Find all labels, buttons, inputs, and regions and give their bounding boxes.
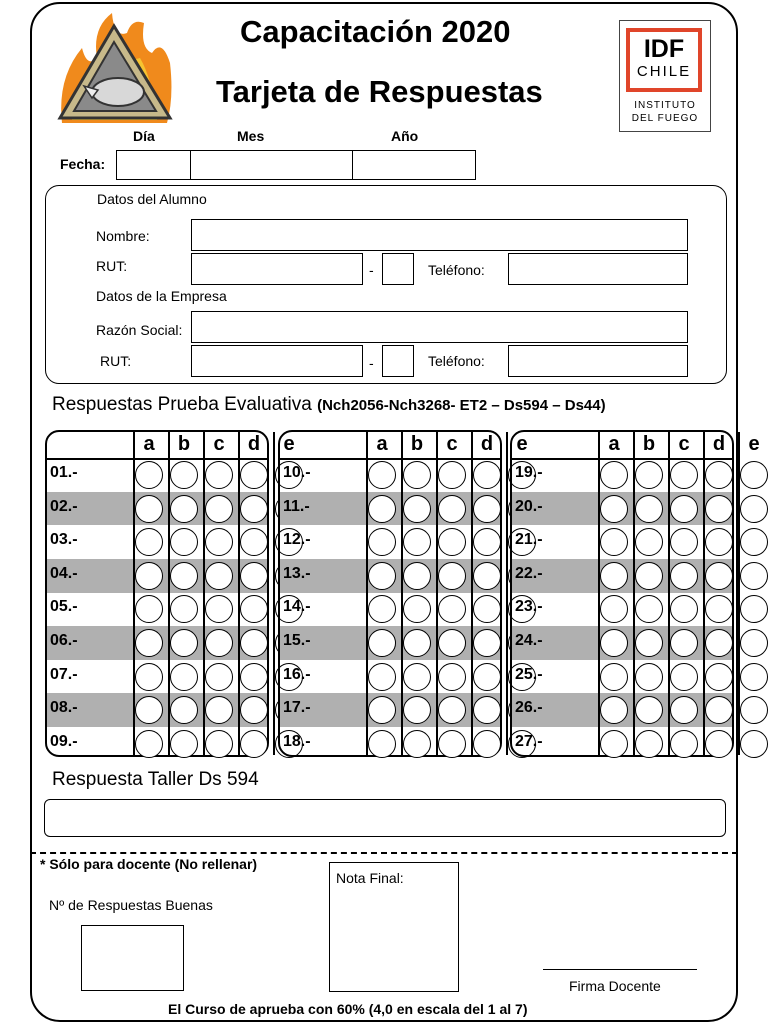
fire-brigade-logo [52,8,177,128]
answer-bubble-a[interactable] [600,495,628,523]
answer-bubble-e[interactable] [740,495,768,523]
datos-alumno-heading: Datos del Alumno [97,191,207,207]
answer-bubble-a[interactable] [135,663,163,691]
column-divider [273,432,275,755]
answer-bubble-a[interactable] [368,562,396,590]
answer-bubble-a[interactable] [600,696,628,724]
answer-bubble-e[interactable] [740,663,768,691]
answer-bubble-c[interactable] [438,696,466,724]
option-header: e [283,433,295,455]
answer-grid-2 [278,430,528,757]
anio-field[interactable] [352,150,476,180]
question-number: 13.- [283,564,311,582]
answer-bubble-a[interactable] [135,730,163,758]
answer-bubble-c[interactable] [438,562,466,590]
answer-bubble-d[interactable] [240,495,268,523]
column-divider [366,432,368,755]
answer-row [512,660,732,694]
answer-bubble-b[interactable] [635,495,663,523]
column-divider [598,432,600,755]
option-header: d [480,433,494,455]
answer-row [512,727,732,761]
answer-bubble-a[interactable] [600,663,628,691]
answer-bubble-d[interactable] [473,730,501,758]
answer-row [47,626,267,660]
answer-bubble-e[interactable] [740,595,768,623]
answer-bubble-b[interactable] [170,696,198,724]
question-number: 06.- [50,632,78,649]
answer-bubble-a[interactable] [135,562,163,590]
idf-logo-text: IDF [643,35,685,63]
answer-bubble-e[interactable] [740,461,768,489]
question-number: 05.- [50,598,78,616]
answer-bubble-c[interactable] [205,495,233,523]
answer-bubble-b[interactable] [403,562,431,590]
answer-bubble-d[interactable] [705,696,733,724]
answer-bubble-e[interactable] [740,562,768,590]
option-header: c [678,433,690,455]
answer-bubble-c[interactable] [205,629,233,657]
answer-bubble-a[interactable] [368,629,396,657]
option-header: c [213,433,225,455]
answer-bubble-c[interactable] [205,461,233,489]
question-number: 12.- [283,531,311,549]
answer-row [47,458,267,492]
answer-bubble-c[interactable] [670,562,698,590]
column-divider [401,432,403,755]
answer-bubble-c[interactable] [670,528,698,556]
answer-bubble-a[interactable] [600,595,628,623]
answer-grid-header [280,432,528,458]
answer-row [280,492,500,526]
nota-final-label: Nota Final: [336,870,404,886]
option-header: d [712,433,726,455]
answer-bubble-c[interactable] [438,730,466,758]
answer-bubble-b[interactable] [403,495,431,523]
answer-bubble-b[interactable] [635,629,663,657]
answer-bubble-c[interactable] [670,663,698,691]
answer-row [280,592,500,626]
answer-row [280,525,500,559]
answer-bubble-c[interactable] [205,730,233,758]
alumno-rut-dv-field[interactable] [382,253,414,285]
razon-social-field[interactable] [191,311,688,343]
question-number: 03.- [50,531,78,549]
mes-label: Mes [237,128,265,144]
option-header: b [177,433,191,455]
question-number: 16.- [283,665,311,683]
question-number: 07.- [50,665,78,683]
answer-bubble-c[interactable] [438,595,466,623]
answer-bubble-b[interactable] [403,528,431,556]
answer-row [280,559,500,593]
idf-logo-line4: DEL FUEGO [631,113,699,124]
option-header: a [143,433,155,455]
question-number: 02.- [50,497,78,515]
answer-bubble-a[interactable] [135,629,163,657]
answer-bubble-d[interactable] [473,495,501,523]
answer-grid-1 [45,430,295,757]
page-subtitle: Tarjeta de Respuestas [216,74,543,109]
alumno-telefono-field[interactable] [508,253,688,285]
question-number: 21.- [515,531,543,549]
answer-row [47,559,267,593]
answer-bubble-b[interactable] [635,595,663,623]
question-number: 01.- [50,464,78,481]
option-header: b [642,433,656,455]
answer-row [47,660,267,694]
answer-bubble-c[interactable] [205,595,233,623]
answer-bubble-b[interactable] [403,663,431,691]
answer-bubble-a[interactable] [368,696,396,724]
question-number: 27.- [515,732,543,750]
answer-row [47,727,267,761]
answer-bubble-a[interactable] [368,461,396,489]
answer-row [280,660,500,694]
column-divider [133,432,135,755]
answer-bubble-b[interactable] [403,629,431,657]
answer-bubble-c[interactable] [205,562,233,590]
answer-bubble-a[interactable] [368,663,396,691]
answer-bubble-a[interactable] [600,461,628,489]
answer-bubble-d[interactable] [240,629,268,657]
header-divider [512,458,732,460]
answer-row [512,626,732,660]
answer-bubble-d[interactable] [473,528,501,556]
anio-label: Año [391,128,419,144]
column-divider [703,432,705,755]
column-divider [738,432,740,755]
question-number: 20.- [515,497,543,515]
razon-social-label: Razón Social: [96,322,183,338]
column-divider [238,432,240,755]
answer-bubble-d[interactable] [705,730,733,758]
answer-bubble-c[interactable] [438,461,466,489]
answer-row [512,592,732,626]
answer-bubble-c[interactable] [670,595,698,623]
question-number: 14.- [283,598,311,616]
answer-grid-header [47,432,295,458]
empresa-telefono-label: Teléfono: [428,353,485,369]
answer-bubble-c[interactable] [670,495,698,523]
empresa-rut-label: RUT: [100,353,132,369]
answer-bubble-d[interactable] [240,528,268,556]
answer-row [512,693,732,727]
option-header: e [516,433,528,455]
footer-note: El Curso de aprueba con 60% (4,0 en escala del 1 al 7) [168,1001,528,1017]
question-number: 18.- [283,732,311,750]
question-number: 26.- [515,699,543,717]
answer-bubble-c[interactable] [438,663,466,691]
answer-bubble-d[interactable] [473,629,501,657]
option-header: c [446,433,458,455]
option-header: d [247,433,261,455]
datos-empresa-heading: Datos de la Empresa [96,288,227,304]
answer-bubble-a[interactable] [600,730,628,758]
answer-bubble-d[interactable] [240,595,268,623]
answer-bubble-c[interactable] [438,528,466,556]
empresa-rut-dash: - [369,355,374,371]
question-number: 09.- [50,732,78,750]
answer-bubble-a[interactable] [135,528,163,556]
idf-logo-line3: INSTITUTO [634,100,696,111]
answer-bubble-b[interactable] [635,730,663,758]
answer-bubble-b[interactable] [403,461,431,489]
answer-bubble-b[interactable] [170,629,198,657]
empresa-rut-dv-field[interactable] [382,345,414,377]
respuestas-buenas-field[interactable] [81,925,184,991]
answer-bubble-c[interactable] [205,663,233,691]
answer-bubble-b[interactable] [635,663,663,691]
answer-bubble-b[interactable] [170,730,198,758]
firma-docente-label: Firma Docente [569,978,661,994]
idf-logo [619,20,711,132]
answer-bubble-b[interactable] [170,562,198,590]
question-number: 24.- [515,632,543,649]
empresa-telefono-field[interactable] [508,345,688,377]
answer-bubble-d[interactable] [240,730,268,758]
answer-bubble-d[interactable] [240,562,268,590]
answer-bubble-b[interactable] [403,696,431,724]
answer-bubble-c[interactable] [438,629,466,657]
option-header: e [748,433,760,455]
answer-bubble-b[interactable] [170,495,198,523]
answer-bubble-b[interactable] [635,696,663,724]
answer-row [47,592,267,626]
answer-row [47,693,267,727]
answer-bubble-a[interactable] [368,595,396,623]
answer-bubble-a[interactable] [368,730,396,758]
question-number: 15.- [283,632,311,649]
docente-note: * Sólo para docente (No rellenar) [40,856,258,872]
answer-bubble-a[interactable] [135,495,163,523]
page-title: Capacitación 2020 [240,14,511,49]
question-number: 08.- [50,699,78,717]
answer-bubble-b[interactable] [170,663,198,691]
question-number: 22.- [515,564,543,582]
answer-bubble-b[interactable] [403,595,431,623]
answer-bubble-b[interactable] [635,528,663,556]
cut-line [30,852,738,854]
answer-bubble-d[interactable] [705,562,733,590]
question-number: 23.- [515,598,543,616]
alumno-telefono-label: Teléfono: [428,262,485,278]
answer-row [512,492,732,526]
taller-answer-field[interactable] [44,799,726,837]
answer-bubble-b[interactable] [635,461,663,489]
answer-bubble-b[interactable] [635,562,663,590]
header-divider [47,458,267,460]
column-divider [633,432,635,755]
idf-logo-country: CHILE [636,63,692,80]
answer-bubble-d[interactable] [473,663,501,691]
question-number: 04.- [50,564,78,582]
answer-bubble-c[interactable] [438,495,466,523]
column-divider [203,432,205,755]
answer-bubble-a[interactable] [135,696,163,724]
column-divider [506,432,508,755]
dia-label: Día [133,128,155,144]
answer-row [280,626,500,660]
column-divider [436,432,438,755]
answer-bubble-e[interactable] [740,528,768,556]
answer-bubble-d[interactable] [240,663,268,691]
fecha-label: Fecha: [60,156,106,172]
answer-bubble-d[interactable] [705,595,733,623]
question-number: 19.- [515,464,543,481]
answer-bubble-c[interactable] [205,696,233,724]
respuestas-buenas-label: Nº de Respuestas Buenas [49,897,213,913]
answer-bubble-d[interactable] [705,495,733,523]
answer-row [280,727,500,761]
alumno-rut-dash: - [369,262,374,278]
answer-bubble-c[interactable] [670,730,698,758]
prueba-title: Respuestas Prueba Evaluativa [52,394,312,415]
answer-bubble-b[interactable] [170,528,198,556]
question-number: 11.- [283,497,310,515]
answer-bubble-b[interactable] [403,730,431,758]
alumno-rut-label: RUT: [96,258,128,274]
option-header: a [608,433,620,455]
answer-bubble-c[interactable] [670,629,698,657]
answer-row [280,458,500,492]
answer-bubble-a[interactable] [600,629,628,657]
answer-bubble-d[interactable] [705,663,733,691]
question-number: 17.- [283,699,311,717]
column-divider [471,432,473,755]
answer-bubble-a[interactable] [600,528,628,556]
answer-bubble-d[interactable] [705,528,733,556]
option-header: b [410,433,424,455]
answer-bubble-d[interactable] [240,461,268,489]
answer-bubble-e[interactable] [740,730,768,758]
answer-bubble-a[interactable] [600,562,628,590]
dia-field[interactable] [116,150,191,180]
answer-row [512,559,732,593]
option-header: a [376,433,388,455]
taller-heading: Respuesta Taller Ds 594 [52,769,259,790]
answer-bubble-a[interactable] [368,528,396,556]
answer-bubble-d[interactable] [705,461,733,489]
answer-bubble-b[interactable] [170,595,198,623]
nombre-field[interactable] [191,219,688,251]
prueba-norms: (Nch2056-Nch3268- ET2 – Ds594 – Ds44) [317,397,606,414]
answer-bubble-b[interactable] [170,461,198,489]
answer-row [280,693,500,727]
answer-bubble-d[interactable] [473,696,501,724]
answer-row [512,525,732,559]
empresa-rut-field[interactable] [191,345,363,377]
answer-bubble-c[interactable] [670,696,698,724]
answer-bubble-d[interactable] [473,461,501,489]
answer-bubble-e[interactable] [740,696,768,724]
answer-grid-3 [510,430,760,757]
answer-bubble-a[interactable] [135,461,163,489]
answer-bubble-a[interactable] [135,595,163,623]
answer-bubble-d[interactable] [473,562,501,590]
alumno-rut-field[interactable] [191,253,363,285]
answer-bubble-d[interactable] [473,595,501,623]
answer-grid-header [512,432,760,458]
column-divider [668,432,670,755]
question-number: 10.- [283,464,311,481]
mes-field[interactable] [190,150,353,180]
answer-bubble-d[interactable] [705,629,733,657]
prueba-heading [52,394,606,416]
answer-bubble-c[interactable] [205,528,233,556]
answer-row [47,492,267,526]
question-number: 25.- [515,665,543,683]
answer-row [47,525,267,559]
column-divider [168,432,170,755]
answer-bubble-e[interactable] [740,629,768,657]
answer-bubble-a[interactable] [368,495,396,523]
firma-line [543,969,697,970]
header-divider [280,458,500,460]
nombre-label: Nombre: [96,228,150,244]
answer-bubble-c[interactable] [670,461,698,489]
answer-row [512,458,732,492]
answer-bubble-d[interactable] [240,696,268,724]
